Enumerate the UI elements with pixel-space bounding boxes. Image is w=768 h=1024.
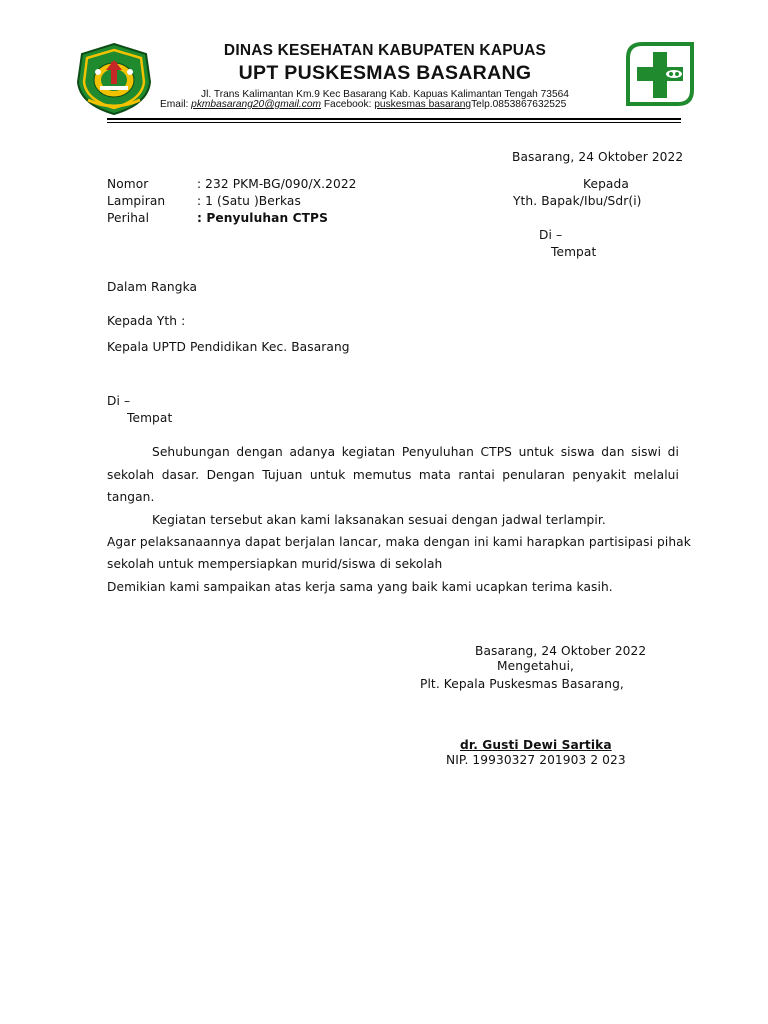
to-heading: Kepada bbox=[583, 177, 629, 191]
to-di: Di – bbox=[539, 228, 563, 242]
to-addressee: Yth. Bapak/Ibu/Sdr(i) bbox=[513, 194, 642, 208]
signature-date: Basarang, 24 Oktober 2022 bbox=[475, 644, 647, 658]
paragraph-3-line-1: Agar pelaksanaannya dapat berjalan lancar, maka dengan ini kami harapkan partisipasi pihak bbox=[107, 535, 691, 549]
facebook-link[interactable]: puskesmas basarang bbox=[374, 99, 472, 110]
di-line: Di – bbox=[107, 394, 131, 408]
paragraph-4: Demikian kami sampaikan atas kerja sama yang baik kami ucapkan terima kasih. bbox=[107, 580, 613, 594]
address-line: Jl. Trans Kalimantan Km.9 Kec Basarang Kab. Kapuas Kalimantan Tengah 73564 bbox=[201, 89, 569, 100]
to-place: Tempat bbox=[551, 245, 597, 259]
signature-nip: NIP. 19930327 201903 2 023 bbox=[446, 753, 626, 767]
paragraph-1-line-2: sekolah dasar. Dengan Tujuan untuk memutus mata rantai penularan penyakit melalui bbox=[107, 468, 679, 482]
email-label: Email: bbox=[160, 99, 189, 110]
meta-label-lampiran: Lampiran bbox=[107, 194, 166, 208]
recipient: Kepala UPTD Pendidikan Kec. Basarang bbox=[107, 340, 350, 354]
facebook-label: Facebook: bbox=[323, 99, 372, 110]
contact-line bbox=[160, 99, 620, 110]
meta-value-perihal: : Penyuluhan CTPS bbox=[197, 211, 328, 225]
signature-position: Plt. Kepala Puskesmas Basarang, bbox=[420, 677, 624, 691]
paragraph-1-line-1: Sehubungan dengan adanya kegiatan Penyuluhan CTPS untuk siswa dan siswi di bbox=[152, 445, 679, 459]
meta-label-nomor: Nomor bbox=[107, 177, 149, 191]
signature-name: dr. Gusti Dewi Sartika bbox=[460, 738, 612, 752]
meta-label-perihal: Perihal bbox=[107, 211, 150, 225]
phone-number: Telp.0853867632525 bbox=[471, 99, 567, 110]
email-link[interactable]: pkmbasarang20@gmail.com bbox=[191, 99, 321, 110]
meta-value-nomor: : 232 PKM-BG/090/X.2022 bbox=[197, 177, 357, 191]
kapuas-emblem-logo bbox=[76, 42, 152, 116]
header-divider bbox=[107, 118, 681, 120]
header-divider-thin bbox=[107, 122, 681, 123]
signature-mengetahui: Mengetahui, bbox=[497, 659, 575, 673]
kepada-yth: Kepada Yth : bbox=[107, 314, 186, 328]
paragraph-2: Kegiatan tersebut akan kami laksanakan sesuai dengan jadwal terlampir. bbox=[152, 513, 606, 527]
letter-date: Basarang, 24 Oktober 2022 bbox=[512, 150, 684, 164]
paragraph-3-line-2: sekolah untuk mempersiapkan murid/siswa di sekolah bbox=[107, 557, 443, 571]
unit-name: UPT PUSKESMAS BASARANG bbox=[238, 62, 532, 84]
agency-name: DINAS KESEHATAN KABUPATEN KAPUAS bbox=[223, 42, 547, 59]
meta-value-lampiran: : 1 (Satu )Berkas bbox=[197, 194, 301, 208]
puskesmas-cross-logo bbox=[620, 36, 700, 112]
tempat-line: Tempat bbox=[127, 411, 173, 425]
paragraph-1-line-3: tangan. bbox=[107, 490, 155, 504]
dalam-rangka: Dalam Rangka bbox=[107, 280, 198, 294]
